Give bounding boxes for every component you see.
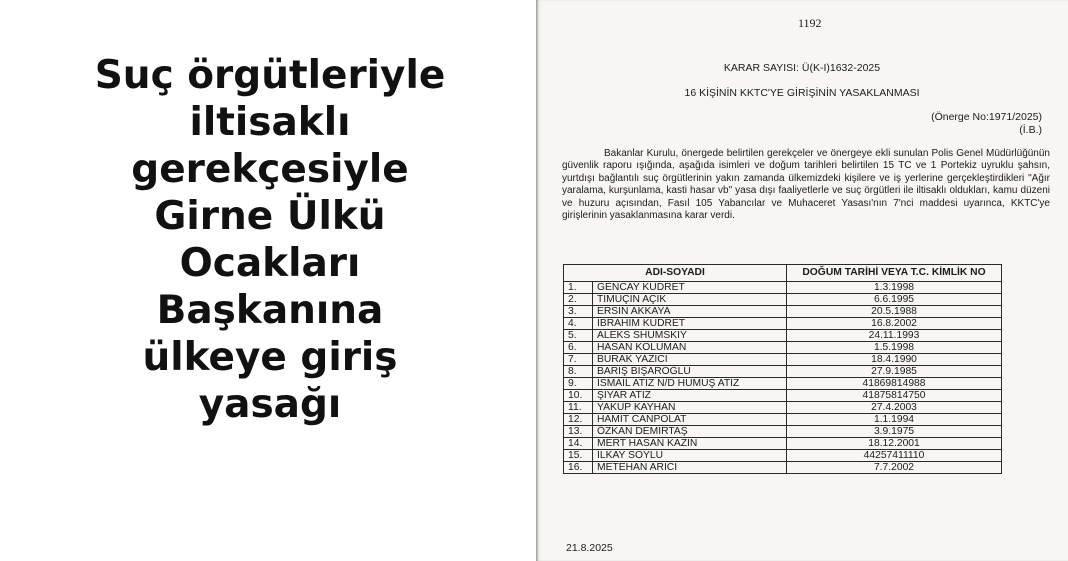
birth-date-or-id: 44257411110 xyxy=(787,450,1002,462)
birth-date-or-id: 24.11.1993 xyxy=(787,330,1002,342)
row-number: 9. xyxy=(564,378,593,390)
birth-date-or-id: 7.7.2002 xyxy=(787,462,1002,474)
document-date: 21.8.2025 xyxy=(566,542,613,554)
table-row xyxy=(564,390,1002,402)
table-header-row xyxy=(564,265,1002,282)
birth-date-or-id: 16.8.2002 xyxy=(787,318,1002,330)
headline-line: Ocakları xyxy=(179,241,361,286)
reference-block xyxy=(931,111,1042,137)
table-row xyxy=(564,426,1002,438)
table-row xyxy=(564,294,1002,306)
person-name: TİMUÇİN AÇIK xyxy=(593,294,787,306)
row-number: 2. xyxy=(564,294,593,306)
headline-line: gerekçesiyle xyxy=(131,147,409,192)
table-row xyxy=(564,342,1002,354)
birth-date-or-id: 18.12.2001 xyxy=(787,438,1002,450)
birth-date-or-id: 3.9.1975 xyxy=(787,426,1002,438)
table-row xyxy=(564,318,1002,330)
gazette-document xyxy=(536,0,1068,561)
table-row xyxy=(564,366,1002,378)
table-row xyxy=(564,378,1002,390)
row-number: 15. xyxy=(564,450,593,462)
headline xyxy=(40,52,500,428)
motion-reference: (Önerge No:1971/2025) xyxy=(931,111,1042,123)
birth-date-or-id: 1.3.1998 xyxy=(787,282,1002,294)
ministry-reference: (İ.B.) xyxy=(1019,124,1042,136)
table-row xyxy=(564,282,1002,294)
person-name: HAMİT CANPOLAT xyxy=(593,414,787,426)
column-header-name: ADI-SOYADI xyxy=(564,265,787,282)
birth-date-or-id: 1.5.1998 xyxy=(787,342,1002,354)
row-number: 7. xyxy=(564,354,593,366)
row-number: 3. xyxy=(564,306,593,318)
birth-date-or-id: 27.9.1985 xyxy=(787,366,1002,378)
table-row xyxy=(564,462,1002,474)
table-row xyxy=(564,402,1002,414)
column-header-id: DOĞUM TARİHİ VEYA T.C. KİMLİK NO xyxy=(787,265,1002,282)
person-name: YAKUP KAYHAN xyxy=(593,402,787,414)
person-name: İSMAİL ATIZ N/D HUMUŞ ATIZ xyxy=(593,378,787,390)
table-row xyxy=(564,414,1002,426)
birth-date-or-id: 41869814988 xyxy=(787,378,1002,390)
person-name: ŞİYAR ATIZ xyxy=(593,390,787,402)
decision-number: KARAR SAYISI: Ü(K-I)1632-2025 xyxy=(723,62,881,74)
row-number: 10. xyxy=(564,390,593,402)
person-name: BURAK YAZICI xyxy=(593,354,787,366)
table-row xyxy=(564,306,1002,318)
person-name: MERT HASAN KAZIN xyxy=(593,438,787,450)
row-number: 12. xyxy=(564,414,593,426)
person-name: ALEKS SHUMSKIY xyxy=(593,330,787,342)
table-row xyxy=(564,354,1002,366)
person-name: METEHAN ARICI xyxy=(593,462,787,474)
row-number: 14. xyxy=(564,438,593,450)
headline-line: Suç örgütleriyle xyxy=(94,53,446,98)
row-number: 13. xyxy=(564,426,593,438)
person-name: BARIŞ BİŞAROĞLU xyxy=(593,366,787,378)
birth-date-or-id: 1.1.1994 xyxy=(787,414,1002,426)
headline-line: yasağı xyxy=(198,382,342,427)
person-name: GENCAY KUDRET xyxy=(593,282,787,294)
decision-body-text: Bakanlar Kurulu, önergede belirtilen gerekçeler ve önergeye ekli sunulan Polis Genel Müdürlüğünün güvenlik raporu ışığında, aşağıda isimleri ve doğum tarihleri belirtilen 15 TC ve 1 Portekiz uyruklu şahsın, yurtdışı bağlantılı suç örgütlerinin yakın zamanda ülkemizdeki kişilere ve iş yerlerine gerçekleştirdikleri "Ağır yaralama, kurşunlama, kasti hasar vb" yasa dışı faaliyetlerle ve suç örgütleri ile iltisaklı oldukları, kamu düzeni ve huzuru açısından, Fasıl 105 Yabancılar ve Muhaceret Yasası'nın 7'nci maddesi uyarınca, KKTC'ye girişlerinin yasaklanmasına karar verdi. xyxy=(562,148,1050,222)
row-number: 6. xyxy=(564,342,593,354)
document-title: 16 KİŞİNİN KKTC'YE GİRİŞİNİN YASAKLANMASI xyxy=(684,87,920,99)
birth-date-or-id: 6.6.1995 xyxy=(787,294,1002,306)
table-row xyxy=(564,450,1002,462)
page-number: 1192 xyxy=(798,16,822,30)
headline-line: Başkanına xyxy=(156,288,384,333)
birth-date-or-id: 20.5.1988 xyxy=(787,306,1002,318)
row-number: 4. xyxy=(564,318,593,330)
banned-persons-table xyxy=(563,264,1002,474)
table-row xyxy=(564,438,1002,450)
birth-date-or-id: 41875814750 xyxy=(787,390,1002,402)
headline-line: ülkeye giriş xyxy=(142,335,398,380)
row-number: 5. xyxy=(564,330,593,342)
person-name: HASAN KOLUMAN xyxy=(593,342,787,354)
row-number: 11. xyxy=(564,402,593,414)
table-row xyxy=(564,330,1002,342)
birth-date-or-id: 27.4.2003 xyxy=(787,402,1002,414)
person-name: ÖZKAN DEMİRTAŞ xyxy=(593,426,787,438)
row-number: 16. xyxy=(564,462,593,474)
birth-date-or-id: 18.4.1990 xyxy=(787,354,1002,366)
headline-line: Girne Ülkü xyxy=(154,194,386,239)
person-name: İLKAY SOYLU xyxy=(593,450,787,462)
person-name: İBRAHİM KUDRET xyxy=(593,318,787,330)
person-name: ERSİN AKKAYA xyxy=(593,306,787,318)
table-body xyxy=(564,282,1002,474)
headline-line: iltisaklı xyxy=(189,100,351,145)
row-number: 8. xyxy=(564,366,593,378)
row-number: 1. xyxy=(564,282,593,294)
